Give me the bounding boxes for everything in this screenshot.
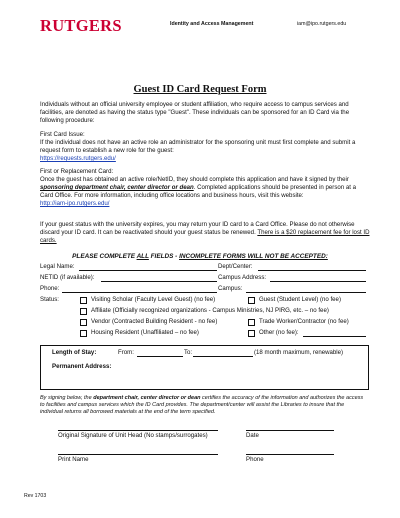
replacement-section [40, 168, 370, 208]
trade-worker-label: Trade Worker/Contractor (no fee) [259, 318, 349, 325]
guest-student-label: Guest (Student Level) (no fee) [259, 296, 341, 303]
complete-all-fields-warning: PLEASE COMPLETE ALL FIELDS - INCOMPLETE FORMS WILL NOT BE ACCEPTED: [72, 253, 328, 260]
stay-note: (18 month maximum, renewable) [254, 349, 344, 356]
other-checkbox[interactable] [248, 330, 255, 337]
status-label: Status: [40, 296, 59, 303]
legal-name-label: Legal Name: [40, 263, 75, 270]
affiliate-label: Affiliate (Officially recognized organizations - Campus Ministries, NJ PIRG, etc. – no fee) [91, 307, 329, 314]
affiliate-checkbox[interactable] [80, 308, 87, 315]
requests-link[interactable]: https://requests.rutgers.edu/ [40, 155, 116, 162]
campus-field[interactable] [246, 285, 366, 293]
dept-center-label: Dept/Center: [218, 263, 253, 270]
first-issue-section [40, 131, 370, 163]
revision-number: Rev 1703 [24, 493, 47, 499]
permanent-address-label: Permanent Address: [52, 363, 112, 370]
replacement-fee-note: There is a $20 replacement fee for lost ID cards. [40, 229, 370, 244]
phone-signature-label: Phone [246, 456, 264, 463]
campus-address-field[interactable] [270, 274, 366, 282]
replacement-text: Once the guest has obtained an active role/NetID, they should complete this application and have it signed by their sponsoring department chair, center director or dean. Completed applications should be presented in person at a Card Office. For more information, including office locations and business hours, visit this website: [40, 176, 357, 199]
certification-disclaimer: By signing below, the department chair, center director or dean certifies the accuracy of the information and authorizes the access to facilities and campus services which the ID Card provides. The department/center will assist the Libraries to insure that the individual returns all borrowed materials at the end of the term specified. [40, 395, 364, 415]
vendor-label: Vendor (Contracted Building Resident - no fee) [91, 318, 218, 325]
date-label: Date [246, 432, 259, 439]
visiting-scholar-checkbox[interactable] [80, 297, 87, 304]
print-name-label: Print Name [58, 456, 89, 463]
netid-field[interactable] [101, 274, 217, 282]
phone-signature-field[interactable] [246, 453, 334, 455]
iam-link[interactable]: http://iam-ipo.rutgers.edu/ [40, 200, 110, 207]
other-label: Other (no fee): [259, 329, 299, 336]
dept-center-field[interactable] [258, 263, 366, 271]
first-issue-heading: First Card Issue: [40, 131, 85, 138]
netid-label: NETID (if available): [40, 274, 95, 281]
phone-label: Phone: [40, 285, 60, 292]
to-label: To: [184, 349, 193, 356]
phone-field[interactable] [62, 285, 217, 293]
expire-paragraph: If your guest status with the university expires, you may return your ID card to a Card Office. Please do not otherwise discard your ID card. It can be reactivated should your guest status be renewed. There is a $20 replacement fee for lost ID cards. [40, 221, 370, 244]
intro-paragraph: Individuals without an official university employee or student affiliation, who require access to campus services and facilities, are denoted as having the status type "Guest". These individuals can be sponsored for an ID Card via the following procedure: [40, 101, 350, 124]
date-field[interactable] [246, 429, 334, 431]
other-field[interactable] [303, 329, 366, 337]
trade-worker-checkbox[interactable] [248, 319, 255, 326]
campus-address-label: Campus Address: [218, 274, 267, 281]
print-name-field[interactable] [58, 453, 218, 455]
form-title: Guest ID Card Request Form [133, 84, 267, 95]
to-date-field[interactable] [193, 349, 253, 357]
signature-field[interactable] [58, 429, 218, 431]
housing-resident-label: Housing Resident (Unaffiliated – no fee) [91, 329, 199, 336]
visiting-scholar-label: Visiting Scholar (Faculty Level Guest) (no fee) [91, 296, 216, 303]
replacement-heading: First or Replacement Card: [40, 168, 114, 175]
first-issue-text: If the individual does not have an active role an administrator for the sponsoring unit must first complete and submit a request form to establish a new role for the guest: [40, 139, 356, 154]
from-date-field[interactable] [137, 349, 183, 357]
housing-resident-checkbox[interactable] [80, 330, 87, 337]
header-email[interactable]: iam@ipo.rutgers.edu [297, 21, 347, 27]
length-of-stay-label: Length of Stay: [52, 349, 97, 356]
campus-label: Campus: [218, 285, 243, 292]
rutgers-logo: RUTGERS [40, 16, 122, 35]
from-label: From: [118, 349, 134, 356]
guest-student-checkbox[interactable] [248, 297, 255, 304]
disclaimer-emphasis: department chair, center director or dean [93, 395, 201, 401]
department-name: Identity and Access Management [170, 21, 254, 27]
sponsor-emphasis: sponsoring department chair, center director or dean [40, 184, 194, 191]
signature-label: Original Signature of Unit Head (No stamps/surrogates) [58, 432, 208, 439]
vendor-checkbox[interactable] [80, 319, 87, 326]
permanent-address-field[interactable] [118, 364, 358, 382]
legal-name-field[interactable] [79, 263, 217, 271]
